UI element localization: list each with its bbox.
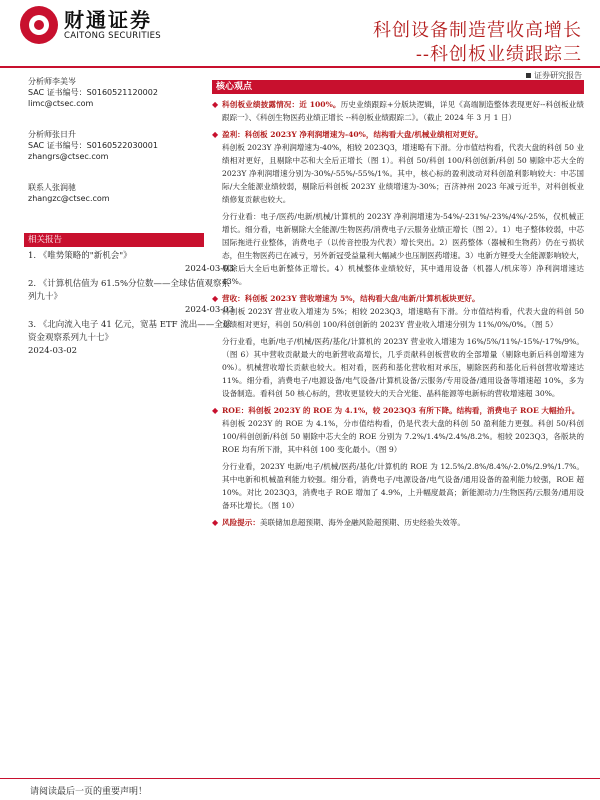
analyst-cert: SAC 证书编号：S0160522030001	[28, 141, 158, 150]
related-report-title: 2. 《计算机估值为 61.5%分位数——全球估值观察系列九十》	[28, 279, 231, 302]
analyst-name: 李美岑	[52, 77, 76, 86]
related-reports-header: 相关报告	[24, 233, 204, 247]
related-reports-list	[28, 250, 234, 360]
analyst-block-1	[28, 70, 198, 109]
core-views-header: 核心观点	[212, 80, 584, 94]
contact-block	[28, 176, 198, 204]
related-report-title: 1. 《唯势策略的"新机会"》	[28, 251, 132, 261]
logo-english-name: CAITONG SECURITIES	[64, 31, 161, 41]
core-views-section	[212, 80, 584, 529]
diamond-bullet-icon: ◆	[212, 518, 219, 527]
report-header	[0, 0, 600, 70]
paragraph-roe-industry: 分行业看，2023Y 电新/电子/机械/医药/基化/计算机的 ROE 为 12.5%/2.8%/8.4%/-2.0%/2.9%/1.7%。其中电新和机械盈利能力较强。细分看，消费电子/电源设备/电气设备/通用设备的盈利能力较强，ROE 超 10%。对比 2023Q3，消费电子 ROE 增加了 4.9%，上升幅度最高；新能源动力/生物医药/云服务/通用设备环比增长。（图 10）	[222, 462, 584, 510]
report-type-label: 证券研究报告	[534, 71, 582, 80]
analyst-name: 张日升	[52, 130, 76, 139]
header-divider	[0, 66, 600, 68]
related-report-date: 2024-03-03	[184, 264, 234, 274]
diamond-bullet-icon: ◆	[212, 294, 219, 303]
paragraph-body: 历史业绩跟踪+分版块逻辑，详见《高端制造整体表现更好--科创板业绩跟踪一》、《科创生物医药业绩正增长 --科创板业绩跟踪二》。（截止 2024 年 3 月 1 日）	[222, 100, 584, 122]
diamond-bullet-icon: ◆	[212, 406, 219, 415]
related-report-date: 2024-03-02	[28, 346, 78, 356]
paragraph-heading: ROE：科创板 2023Y 的 ROE 为 4.1%，较 2023Q3 有所下降。结构看，消费电子 ROE 大幅抬升。	[222, 406, 580, 415]
logo-chinese-name: 财通证券	[64, 8, 152, 32]
paragraph-heading: 营收：科创板 2023Y 营收增速为 5%，结构看大盘/电新/计算机板块更好。	[222, 294, 480, 303]
related-report-date: 2024-03-03	[184, 305, 234, 315]
analyst-email: limc@ctsec.com	[28, 99, 94, 108]
contact-role: 联系人	[28, 183, 52, 192]
paragraph-body: 美联储加息超预期、海外金融风险超预期、历史经验失效等。	[259, 518, 465, 527]
diamond-bullet-icon: ◆	[212, 130, 219, 139]
analyst-panel	[28, 70, 198, 204]
related-report-item[interactable]	[28, 278, 234, 317]
company-logo	[20, 6, 161, 44]
related-report-item[interactable]	[28, 250, 234, 276]
paragraph-body: 科创板 2023Y 的 ROE 为 4.1%，分市值结构看，仍是代表大盘的科创 50 盈利能力更强。科创 50/科创 100/科创创新/科创 50 剔除中芯大全的 ROE 分别为 7.2%/1.4%/2.4%/8.2%。相较 2023Q3，各版块的 ROE 均有所下滑，其中科创 100 变化最小。（图 9）	[222, 419, 584, 454]
paragraph-risk	[212, 516, 584, 529]
paragraph-profit-industry: 分行业看：电子/医药/电新/机械/计算机的 2023Y 净利润增速为-54%/-231%/-23%/4%/-25%，仅机械正增长。细分看，电新剔除大全能源/生物医药/消费电子/云服务业绩正增长（图 2）。1）电子整体较弱，中芯国际拖进行业整体，消费电子（以传音控股为代表）增长突出。2）医药整体（器械和生物药）仍在亏损状态，但生物医药已在减亏，另外新冠受益量利大幅减少也压制医药增速。3）电新方锂受大全能源影响较大，剔除后大全后电新整体正增长。4）机械整体业绩较好，其中通用设备（机器人/机床等）净利润增速达 43%。	[222, 212, 584, 286]
paragraph-revenue-industry: 分行业看，电新/电子/机械/医药/基化/计算机的 2023Y 营业收入增速为 16%/5%/11%/-15%/-17%/9%。（图 6）其中营收贡献最大的电新营收高增长，几乎贡献科创板营收的全部增量（剔除电新后科创增速为 0%）。机械营收增长贡献也较大。相对看，医药和基化营收相对承压，剔除医药和基化后科创营收增速达 11%。细分看，消费电子/电源设备/电气设备/计算机设备/云服务/专用设备/通用设备等增速超 10%，多为设备制造。看科创 50 核心标的，营收更显较大的天合光能、晶科能源等电新标的营收增速超 30%。	[222, 337, 584, 398]
analyst-role: 分析师	[28, 77, 52, 86]
paragraph-roe	[212, 404, 584, 456]
analyst-email: zhangrs@ctsec.com	[28, 152, 109, 161]
paragraph-revenue	[212, 292, 584, 331]
page-footer	[0, 778, 600, 800]
report-title-line1: 科创设备制造营收高增长	[373, 20, 582, 41]
analyst-role: 分析师	[28, 130, 52, 139]
diamond-bullet-icon: ◆	[212, 100, 219, 109]
paragraph-body: 科创板 2023Y 净利润增速为-40%，相较 2023Q3，增速略有下滑。分市值结构看，代表大盘的科创 50 业绩相对更好，且剔除中芯和大全后正增长（图 1）。科创 50/科创 100/科创创新/科创 50 剔除中芯大全的 2023Y 净利润增速分别为-30%/-55%/-55%/1%。其中，核心标的盈利波动对科创盈利影响较大：中芯国际/大全能源业绩较弱，剔除后科创板 2023Y 业绩增速为-30%；百济神州 2023 年减亏近半，对科创板业绩修复贡献也较大。	[222, 143, 584, 204]
analyst-block-2	[28, 123, 198, 162]
disclaimer-notice: 请阅读最后一页的重要声明！	[30, 787, 148, 797]
paragraph-heading: 科创板业绩披露情况：近 100%。	[222, 100, 341, 109]
paragraph-disclosure	[212, 98, 584, 124]
report-title-line2: --科创板业绩跟踪三	[415, 44, 582, 65]
contact-name: 张润驰	[52, 183, 76, 192]
square-bullet-icon	[526, 73, 531, 78]
paragraph-heading: 盈利：科创板 2023Y 净利润增速为-40%，结构看大盘/机械业绩相对更好。	[222, 130, 483, 139]
analyst-cert: SAC 证书编号：S0160521120002	[28, 88, 158, 97]
paragraph-heading: 风险提示：	[222, 518, 260, 527]
related-report-item[interactable]	[28, 319, 234, 358]
footer-divider	[0, 778, 600, 779]
paragraph-body: 科创板 2023Y 营业收入增速为 5%；相较 2023Q3，增速略有下滑。分市值结构看，代表大盘的科创 50 业绩相对更好，科创 50/科创 100/科创创新的 2023Y 营业收入增速分别为 11%/0%/0%。（图 5）	[222, 307, 584, 329]
logo-mark-icon	[20, 6, 58, 44]
paragraph-profit	[212, 128, 584, 206]
contact-email: zhangzc@ctsec.com	[28, 194, 110, 203]
related-report-title: 3. 《北向流入电子 41 亿元，宽基 ETF 流出——全球资金观察系列九十七》	[28, 320, 232, 343]
